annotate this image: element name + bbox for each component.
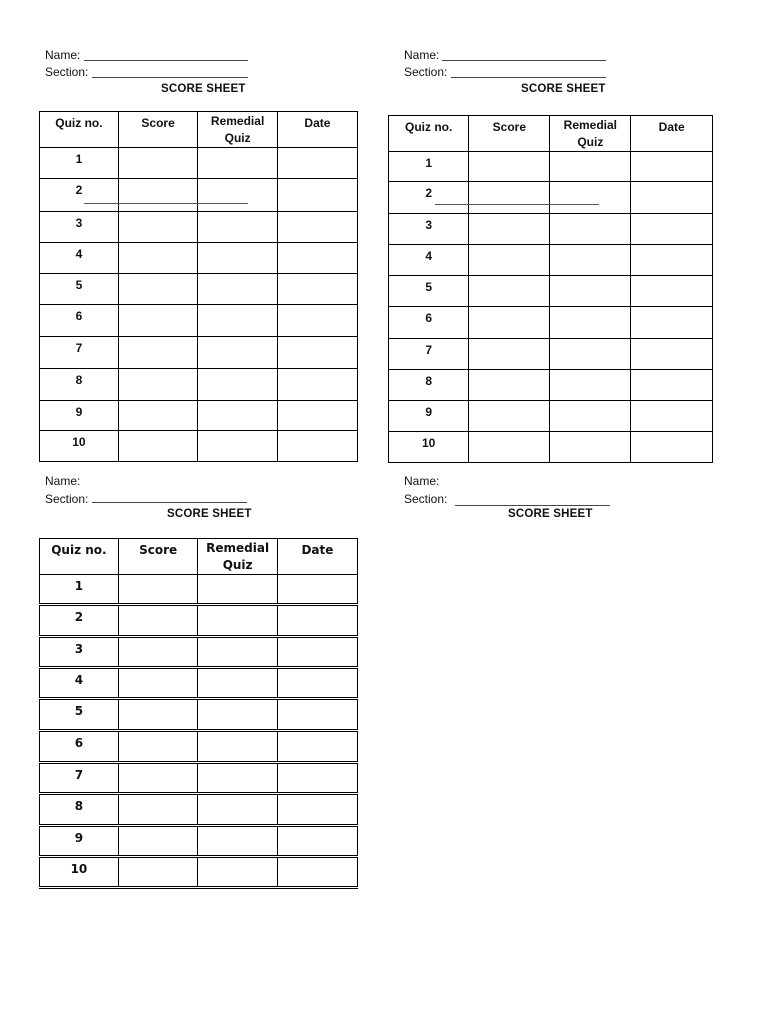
sheet-title: SCORE SHEET <box>167 508 252 520</box>
date-cell[interactable] <box>631 214 713 245</box>
remedial-quiz-cell[interactable] <box>198 575 278 605</box>
section-blank-line[interactable] <box>92 77 248 78</box>
name-label: Name: <box>404 48 440 62</box>
date-cell[interactable] <box>631 339 713 370</box>
date-cell[interactable] <box>277 826 357 857</box>
score-cell[interactable] <box>118 668 198 699</box>
score-cell[interactable] <box>469 401 550 432</box>
quiz-number-cell: 1 <box>40 148 119 179</box>
column-header: Remedial Quiz <box>198 539 278 575</box>
score-cell[interactable] <box>118 826 198 857</box>
quiz-number-cell: 1 <box>389 152 469 182</box>
name-field <box>45 48 80 62</box>
table-row <box>40 794 358 826</box>
table-row <box>389 370 713 401</box>
section-field <box>404 65 447 79</box>
stray-underline <box>84 203 248 204</box>
section-blank-line[interactable] <box>451 77 606 78</box>
quiz-number-cell: 7 <box>40 763 119 794</box>
quiz-number-cell: 4 <box>40 668 119 699</box>
date-cell[interactable] <box>631 276 713 307</box>
score-cell[interactable] <box>118 179 198 212</box>
quiz-number-cell: 4 <box>40 243 119 274</box>
remedial-quiz-cell[interactable] <box>550 152 631 182</box>
section-field <box>45 492 88 506</box>
quiz-number-cell: 5 <box>389 276 469 307</box>
section-label: Section: <box>404 492 448 506</box>
remedial-quiz-cell[interactable] <box>198 179 278 212</box>
table-row <box>40 212 358 243</box>
date-cell[interactable] <box>277 794 357 826</box>
score-cell[interactable] <box>118 857 198 888</box>
date-cell[interactable] <box>631 245 713 276</box>
quiz-number-cell: 5 <box>40 699 119 731</box>
remedial-quiz-cell[interactable] <box>198 369 278 401</box>
date-cell[interactable] <box>277 243 357 274</box>
date-cell[interactable] <box>277 699 357 731</box>
table-row <box>40 431 358 462</box>
table-row <box>389 307 713 339</box>
score-cell[interactable] <box>118 699 198 731</box>
quiz-number-cell: 3 <box>389 214 469 245</box>
date-cell[interactable] <box>277 369 357 401</box>
score-cell[interactable] <box>469 152 550 182</box>
name-blank-line[interactable] <box>442 60 606 61</box>
remedial-quiz-cell[interactable] <box>198 305 278 337</box>
header-row <box>389 116 713 152</box>
remedial-quiz-cell[interactable] <box>198 637 278 668</box>
table-row <box>389 432 713 463</box>
date-cell[interactable] <box>277 148 357 179</box>
quiz-number-cell: 1 <box>40 575 119 605</box>
date-cell[interactable] <box>277 431 357 462</box>
score-cell[interactable] <box>118 763 198 794</box>
table-row <box>389 214 713 245</box>
quiz-number-cell: 7 <box>389 339 469 370</box>
table-row <box>40 401 358 431</box>
date-cell[interactable] <box>277 401 357 431</box>
date-cell[interactable] <box>277 637 357 668</box>
sheet-title: SCORE SHEET <box>161 83 246 95</box>
section-blank-line[interactable] <box>92 502 247 503</box>
remedial-quiz-cell[interactable] <box>198 763 278 794</box>
remedial-quiz-cell[interactable] <box>198 212 278 243</box>
score-cell[interactable] <box>118 731 198 763</box>
date-cell[interactable] <box>277 763 357 794</box>
date-cell[interactable] <box>277 212 357 243</box>
table-row <box>40 637 358 668</box>
header-row <box>40 112 358 148</box>
section-label: Section: <box>45 492 89 506</box>
score-table <box>39 111 358 462</box>
score-cell[interactable] <box>469 307 550 339</box>
stray-underline <box>435 204 599 205</box>
score-cell[interactable] <box>118 212 198 243</box>
table-row <box>40 605 358 637</box>
score-cell[interactable] <box>469 276 550 307</box>
score-cell[interactable] <box>118 637 198 668</box>
table-row <box>389 401 713 432</box>
remedial-quiz-cell[interactable] <box>550 339 631 370</box>
score-cell[interactable] <box>118 575 198 605</box>
remedial-quiz-cell[interactable] <box>198 337 278 369</box>
table-row <box>40 337 358 369</box>
score-table <box>39 538 358 889</box>
column-header: Score <box>118 539 198 575</box>
remedial-quiz-cell[interactable] <box>198 668 278 699</box>
column-header: Remedial Quiz <box>550 116 631 152</box>
quiz-number-cell: 10 <box>389 432 469 463</box>
score-cell[interactable] <box>118 431 198 462</box>
score-cell[interactable] <box>118 305 198 337</box>
table-row <box>40 731 358 763</box>
table-row <box>40 274 358 305</box>
table-row <box>389 182 713 214</box>
score-cell[interactable] <box>118 605 198 637</box>
remedial-quiz-cell[interactable] <box>198 731 278 763</box>
remedial-quiz-cell[interactable] <box>198 148 278 179</box>
remedial-quiz-cell[interactable] <box>198 699 278 731</box>
table-row <box>40 369 358 401</box>
column-header: Date <box>277 112 357 148</box>
score-table <box>388 115 713 463</box>
header-row <box>40 539 358 575</box>
name-label: Name: <box>45 474 81 488</box>
score-cell[interactable] <box>118 369 198 401</box>
table-row <box>40 575 358 605</box>
remedial-quiz-cell[interactable] <box>198 401 278 431</box>
quiz-number-cell: 3 <box>40 212 119 243</box>
quiz-number-cell: 8 <box>389 370 469 401</box>
date-cell[interactable] <box>631 182 713 214</box>
name-field <box>45 474 80 488</box>
section-label: Section: <box>45 65 89 79</box>
sheet-title: SCORE SHEET <box>521 83 606 95</box>
table-row <box>40 763 358 794</box>
table-row <box>40 305 358 337</box>
section-label: Section: <box>404 65 448 79</box>
date-cell[interactable] <box>277 857 357 888</box>
remedial-quiz-cell[interactable] <box>198 794 278 826</box>
quiz-number-cell: 2 <box>389 182 469 214</box>
name-label: Name: <box>45 48 81 62</box>
table-row <box>389 339 713 370</box>
date-cell[interactable] <box>277 305 357 337</box>
score-cell[interactable] <box>118 401 198 431</box>
table-row <box>389 152 713 182</box>
column-header: Score <box>118 112 198 148</box>
remedial-quiz-cell[interactable] <box>198 826 278 857</box>
date-cell[interactable] <box>277 274 357 305</box>
quiz-number-cell: 6 <box>40 731 119 763</box>
date-cell[interactable] <box>277 605 357 637</box>
date-cell[interactable] <box>277 337 357 369</box>
remedial-quiz-cell[interactable] <box>198 243 278 274</box>
name-field <box>404 474 439 488</box>
column-header: Date <box>631 116 713 152</box>
column-header: Quiz no. <box>389 116 469 152</box>
date-cell[interactable] <box>277 575 357 605</box>
quiz-number-cell: 3 <box>40 637 119 668</box>
table-row <box>389 276 713 307</box>
table-row <box>40 857 358 888</box>
quiz-number-cell: 9 <box>40 401 119 431</box>
remedial-quiz-cell[interactable] <box>550 182 631 214</box>
date-cell[interactable] <box>631 370 713 401</box>
quiz-number-cell: 8 <box>40 369 119 401</box>
name-field <box>404 48 439 62</box>
column-header: Remedial Quiz <box>198 112 278 148</box>
quiz-number-cell: 7 <box>40 337 119 369</box>
score-cell[interactable] <box>469 245 550 276</box>
remedial-quiz-cell[interactable] <box>550 370 631 401</box>
table-row <box>40 826 358 857</box>
table-row <box>40 179 358 212</box>
section-field <box>45 65 88 79</box>
score-cell[interactable] <box>118 274 198 305</box>
score-cell[interactable] <box>469 339 550 370</box>
remedial-quiz-cell[interactable] <box>550 401 631 432</box>
quiz-number-cell: 10 <box>40 857 119 888</box>
section-blank-line[interactable] <box>455 505 610 506</box>
remedial-quiz-cell[interactable] <box>550 276 631 307</box>
quiz-number-cell: 2 <box>40 179 119 212</box>
date-cell[interactable] <box>631 401 713 432</box>
name-label: Name: <box>404 474 440 488</box>
score-cell[interactable] <box>118 337 198 369</box>
section-field <box>404 492 447 506</box>
quiz-number-cell: 5 <box>40 274 119 305</box>
score-cell[interactable] <box>469 214 550 245</box>
score-cell[interactable] <box>118 243 198 274</box>
column-header: Date <box>277 539 357 575</box>
date-cell[interactable] <box>631 152 713 182</box>
remedial-quiz-cell[interactable] <box>198 274 278 305</box>
quiz-number-cell: 9 <box>40 826 119 857</box>
table-row <box>40 668 358 699</box>
date-cell[interactable] <box>631 307 713 339</box>
column-header: Quiz no. <box>40 112 119 148</box>
score-cell[interactable] <box>469 432 550 463</box>
sheet-title: SCORE SHEET <box>508 508 593 520</box>
table-row <box>40 243 358 274</box>
table-row <box>389 245 713 276</box>
column-header: Quiz no. <box>40 539 119 575</box>
remedial-quiz-cell[interactable] <box>550 307 631 339</box>
score-cell[interactable] <box>118 794 198 826</box>
quiz-number-cell: 8 <box>40 794 119 826</box>
quiz-number-cell: 10 <box>40 431 119 462</box>
name-blank-line[interactable] <box>84 60 248 61</box>
quiz-number-cell: 9 <box>389 401 469 432</box>
quiz-number-cell: 2 <box>40 605 119 637</box>
remedial-quiz-cell[interactable] <box>550 245 631 276</box>
remedial-quiz-cell[interactable] <box>550 432 631 463</box>
table-row <box>40 148 358 179</box>
column-header: Score <box>469 116 550 152</box>
remedial-quiz-cell[interactable] <box>198 431 278 462</box>
score-cell[interactable] <box>469 182 550 214</box>
remedial-quiz-cell[interactable] <box>198 605 278 637</box>
quiz-number-cell: 4 <box>389 245 469 276</box>
remedial-quiz-cell[interactable] <box>550 214 631 245</box>
score-cell[interactable] <box>469 370 550 401</box>
date-cell[interactable] <box>277 731 357 763</box>
remedial-quiz-cell[interactable] <box>198 857 278 888</box>
table-row <box>40 699 358 731</box>
date-cell[interactable] <box>631 432 713 463</box>
date-cell[interactable] <box>277 179 357 212</box>
score-cell[interactable] <box>118 148 198 179</box>
date-cell[interactable] <box>277 668 357 699</box>
quiz-number-cell: 6 <box>40 305 119 337</box>
quiz-number-cell: 6 <box>389 307 469 339</box>
